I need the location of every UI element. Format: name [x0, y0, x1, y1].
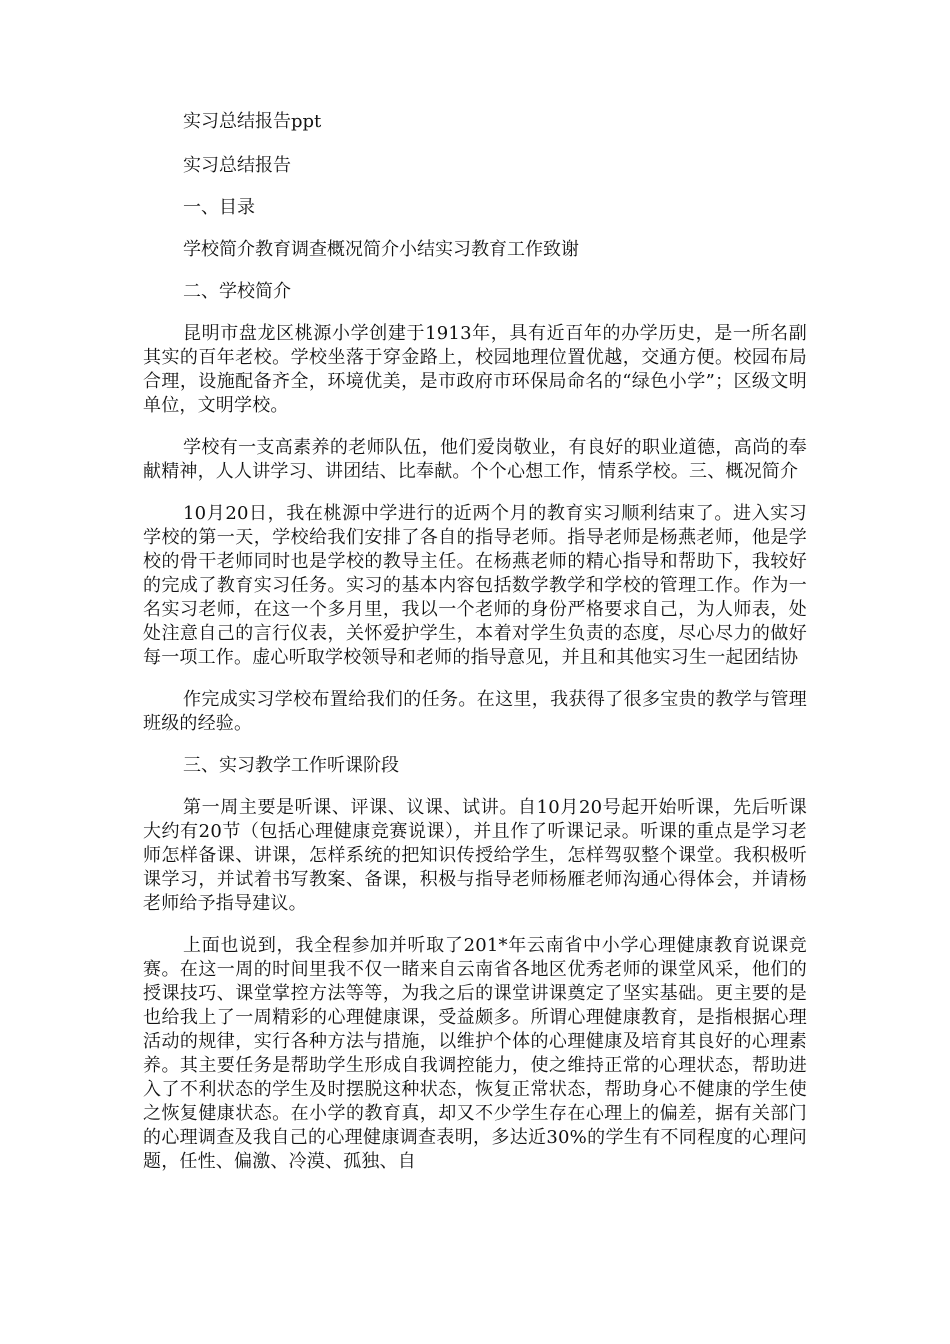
document-subtitle: 实习总结报告	[183, 155, 291, 176]
teaching-paragraph-1: 第一周主要是听课、评课、议课、试讲。自10月20号起开始听课，先后听课大约有20节（包括心理健康竞赛说课），并且作了听课记录。听课的重点是学习老师怎样备课、讲课，怎样系统的把知识传授给学生，怎样驾驭整个课堂。我积极听课学习，并试着书写教案、备课，积极与指导老师杨雁老师沟通心得体会，并请杨老师给予指导建议。	[143, 797, 807, 914]
document-body	[143, 110, 807, 1192]
teaching-paragraph-2: 上面也说到，我全程参加并听取了201*年云南省中小学心理健康教育说课竞赛。在这一周的时间里我不仅一睹来自云南省各地区优秀老师的课堂风采，他们的授课技巧、课堂掌控方法等等，为我之后的课堂讲课奠定了坚实基础。更主要的是也给我上了一周精彩的心理健康课，受益颇多。所谓心理健康教育，是指根据心理活动的规律，实行各种方法与措施，以维护个体的心理健康及培育其良好的心理素养。其主要任务是帮助学生形成自我调控能力，使之维持正常的心理状态，帮助进入了不利状态的学生及时摆脱这种状态，恢复正常状态，帮助身心不健康的学生使之恢复健康状态。在小学的教育真，却又不少学生存在心理上的偏差，据有关部门的心理调查及我自己的心理健康调查表明，多达近30%的学生有不同程度的心理问题，任性、偏激、冷漠、孤独、自	[143, 935, 807, 1172]
overview-paragraph-1: 10月20日，我在桃源中学进行的近两个月的教育实习顺利结束了。进入实习学校的第一天，学校给我们安排了各自的指导老师。指导老师是杨燕老师，他是学校的骨干老师同时也是学校的教导主任。在杨燕老师的精心指导和帮助下，我较好的完成了教育实习任务。实习的基本内容包括数学教学和学校的管理工作。作为一名实习老师，在这一个多月里，我以一个老师的身份严格要求自己，为人师表，处处注意自己的言行仪表，关怀爱护学生，本着对学生负责的态度，尽心尽力的做好每一项工作。虚心听取学校领导和老师的指导意见，并且和其他实习生一起团结协	[143, 503, 807, 668]
overview-paragraph-2: 作完成实习学校布置给我们的任务。在这里，我获得了很多宝贵的教学与管理班级的经验。	[143, 689, 807, 734]
toc-heading: 一、目录	[183, 197, 255, 218]
toc-line: 学校简介教育调查概况简介小结实习教育工作致谢	[183, 239, 579, 260]
document-title: 实习总结报告ppt	[183, 111, 322, 132]
school-heading: 二、学校简介	[183, 281, 291, 302]
school-paragraph-1: 昆明市盘龙区桃源小学创建于1913年，具有近百年的办学历史，是一所名副其实的百年老校。学校坐落于穿金路上，校园地理位置优越，交通方便。校园布局合理，设施配备齐全，环境优美，是市政府市环保局命名的“绿色小学”；区级文明单位，文明学校。	[143, 323, 807, 416]
school-paragraph-2: 学校有一支高素养的老师队伍，他们爱岗敬业，有良好的职业道德，高尚的奉献精神，人人讲学习、讲团结、比奉献。个个心想工作，情系学校。三、概况简介	[143, 437, 807, 482]
teaching-heading: 三、实习教学工作听课阶段	[183, 755, 399, 776]
